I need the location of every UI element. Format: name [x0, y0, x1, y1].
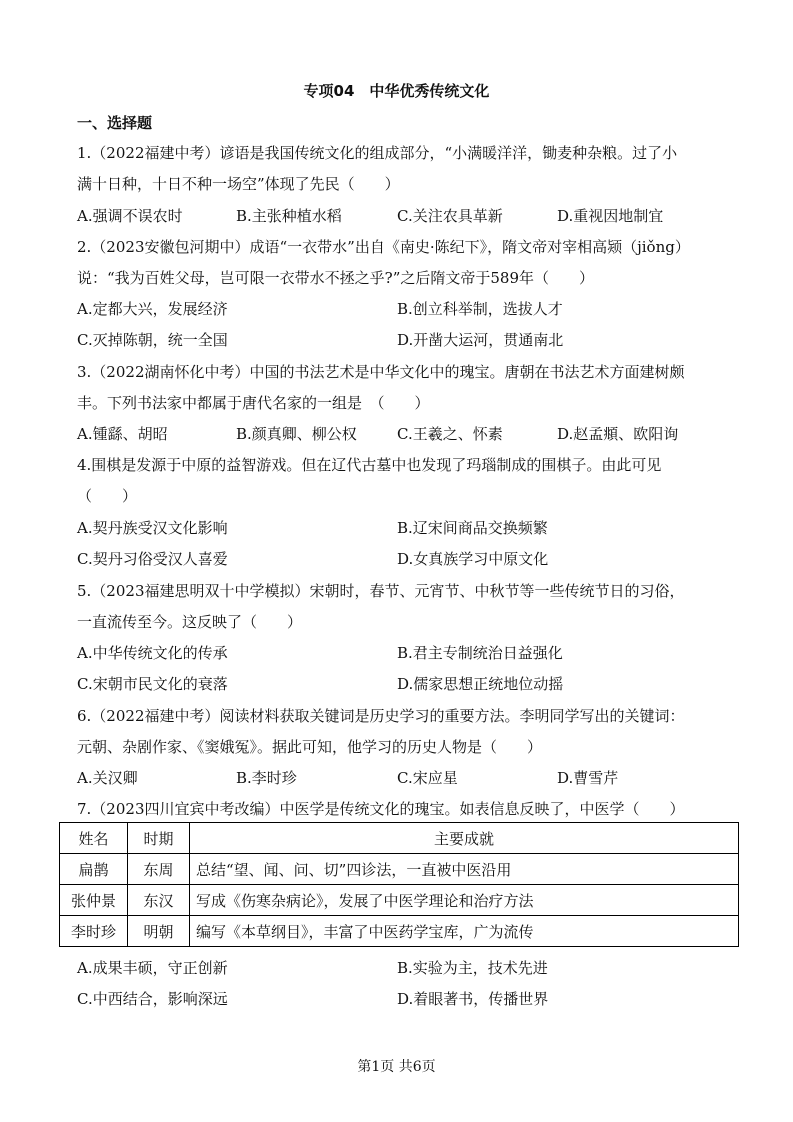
table-row — [60, 885, 739, 916]
question-6-line-2: 元朝、杂剧作家、《窦娥冤》。据此可知，他学习的历史人物是（ ） — [77, 738, 543, 756]
table-header-cell: 时期 — [128, 823, 190, 854]
question-5-option-d: D.儒家思想正统地位动摇 — [397, 675, 564, 693]
question-5-line-2: 一直流传至今。这反映了（ ） — [77, 613, 303, 631]
question-2-option-a: A.定都大兴，发展经济 — [77, 300, 228, 318]
question-2-line-1: 2.（2023安徽包河期中）成语“一衣带水”出自《南史·陈纪下》，隋文帝对宰相高颎（jiǒng） — [77, 238, 690, 256]
question-3-option-c: C.王羲之、怀素 — [397, 425, 503, 443]
question-1-line-2: 满十日种，十日不种一场空”体现了先民（ ） — [77, 175, 400, 193]
question-5-line-1: 5.（2023福建思明双十中学模拟）宋朝时，春节、元宵节、中秋节等一些传统节日的习俗， — [77, 582, 685, 600]
question-5-option-b: B.君主专制统治日益强化 — [397, 644, 563, 662]
question-2-option-c: C.灭掉陈朝，统一全国 — [77, 331, 228, 349]
question-4-option-b: B.辽宋间商品交换频繁 — [397, 519, 548, 537]
question-7-line-1: 7.（2023四川宜宾中考改编）中医学是传统文化的瑰宝。如表信息反映了，中医学（ ） — [77, 800, 685, 818]
question-2-option-d: D.开凿大运河，贯通南北 — [397, 331, 564, 349]
table-header-row — [60, 823, 739, 854]
question-1-option-b: B.主张种植水稻 — [236, 207, 342, 225]
table-cell-achievement: 总结“望、闻、问、切”四诊法，一直被中医沿用 — [190, 854, 739, 885]
question-6-option-a: A.关汉卿 — [77, 769, 138, 787]
question-6-option-d: D.曹雪芹 — [557, 769, 619, 787]
table-cell-name: 扁鹊 — [60, 854, 128, 885]
question-1-option-d: D.重视因地制宜 — [557, 207, 664, 225]
question-1-option-c: C.关注农具革新 — [397, 207, 503, 225]
question-6-option-b: B.李时珍 — [236, 769, 297, 787]
question-3-option-b: B.颜真卿、柳公权 — [236, 425, 357, 443]
table-cell-period: 明朝 — [128, 916, 190, 947]
question-7-option-a: A.成果丰硕，守正创新 — [77, 959, 228, 977]
question-7-option-c: C.中西结合，影响深远 — [77, 990, 228, 1008]
question-2-option-b: B.创立科举制，选拔人才 — [397, 300, 563, 318]
medicine-table — [59, 822, 739, 947]
question-7-option-d: D.着眼著书，传播世界 — [397, 990, 549, 1008]
question-1-option-a: A.强调不误农时 — [77, 207, 183, 225]
question-5-option-c: C.宋朝市民文化的衰落 — [77, 675, 228, 693]
question-5-option-a: A.中华传统文化的传承 — [77, 644, 228, 662]
question-7-option-b: B.实验为主，技术先进 — [397, 959, 548, 977]
section-heading: 一、选择题 — [77, 114, 153, 132]
table-cell-achievement: 编写《本草纲目》，丰富了中医药学宝库，广为流传 — [190, 916, 739, 947]
page-title: 专项04 中华优秀传统文化 — [303, 82, 490, 100]
question-4-line-2: （ ） — [77, 487, 138, 505]
table-header-cell: 姓名 — [60, 823, 128, 854]
page-footer: 第1页 共6页 — [357, 1059, 436, 1075]
question-2-line-2: 说：“我为百姓父母，岂可限一衣带水不拯之乎?”之后隋文帝于589年（ ） — [77, 269, 595, 287]
question-4-line-1: 4.围棋是发源于中原的益智游戏。但在辽代古墓中也发现了玛瑙制成的围棋子。由此可见 — [77, 456, 662, 474]
question-6-option-c: C.宋应星 — [397, 769, 458, 787]
question-3-line-1: 3.（2022湖南怀化中考）中国的书法艺术是中华文化中的瑰宝。唐朝在书法艺术方面建树颇 — [77, 363, 685, 381]
question-3-line-2: 丰。下列书法家中都属于唐代名家的一组是 （ ） — [77, 394, 430, 412]
table-cell-period: 东汉 — [128, 885, 190, 916]
table-cell-achievement: 写成《伤寒杂病论》，发展了中医学理论和治疗方法 — [190, 885, 739, 916]
question-3-option-a: A.锺繇、胡昭 — [77, 425, 168, 443]
table-cell-name: 张仲景 — [60, 885, 128, 916]
table-cell-period: 东周 — [128, 854, 190, 885]
table-header-cell: 主要成就 — [190, 823, 739, 854]
question-3-option-d: D.赵孟頫、欧阳询 — [557, 425, 679, 443]
table-row — [60, 916, 739, 947]
question-6-line-1: 6.（2022福建中考）阅读材料获取关键词是历史学习的重要方法。李明同学写出的关键词： — [77, 707, 685, 725]
question-1-line-1: 1.（2022福建中考）谚语是我国传统文化的组成部分，“小满暖洋洋，锄麦种杂粮。过了小 — [77, 144, 678, 162]
table-row — [60, 854, 739, 885]
question-4-option-d: D.女真族学习中原文化 — [397, 550, 549, 568]
question-4-option-a: A.契丹族受汉文化影响 — [77, 519, 228, 537]
question-4-option-c: C.契丹习俗受汉人喜爱 — [77, 550, 228, 568]
table-cell-name: 李时珍 — [60, 916, 128, 947]
